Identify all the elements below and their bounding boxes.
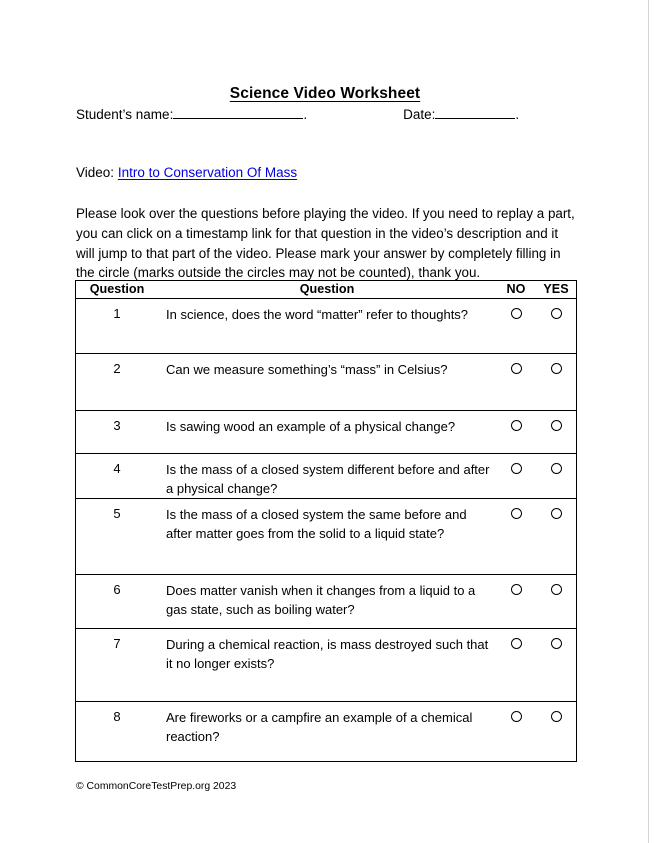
date-period: .	[515, 107, 520, 122]
yes-bubble[interactable]	[551, 711, 562, 722]
no-bubble[interactable]	[511, 638, 522, 649]
question-text-cell: Are fireworks or a campfire an example of a chemical reaction?	[158, 702, 496, 762]
table-row	[76, 702, 577, 762]
question-text-cell: Can we measure something’s “mass” in Celsius?	[158, 354, 496, 411]
page-gutter	[650, 0, 655, 843]
table-row	[76, 299, 577, 354]
answer-no-cell	[496, 354, 536, 411]
table-row	[76, 575, 577, 629]
yes-bubble[interactable]	[551, 508, 562, 519]
answer-yes-cell	[536, 499, 577, 575]
header-question-number: Question	[76, 281, 159, 299]
yes-bubble[interactable]	[551, 420, 562, 431]
yes-bubble[interactable]	[551, 363, 562, 374]
header-yes: YES	[536, 281, 577, 299]
question-text-cell: Is the mass of a closed system different before and after a physical change?	[158, 454, 496, 499]
answer-no-cell	[496, 299, 536, 354]
table-body	[76, 299, 577, 762]
student-name-label: Student’s name:	[76, 107, 174, 122]
video-link[interactable]: Intro to Conservation Of Mass	[117, 165, 298, 180]
answer-no-cell	[496, 499, 536, 575]
question-number-cell: 6	[76, 575, 159, 629]
video-line	[76, 164, 297, 182]
question-number-cell: 2	[76, 354, 159, 411]
date-label: Date:	[403, 107, 436, 122]
question-number-cell: 1	[76, 299, 159, 354]
instructions-paragraph: Please look over the questions before playing the video. If you need to replay a part, you can click on a timestamp link for that question in the video’s description and it will jump to that part of the video. Please mark your answer by completely filling in the circle (marks outside the circles may not be counted), thank you.	[76, 206, 575, 281]
table-row	[76, 629, 577, 702]
answer-no-cell	[496, 702, 536, 762]
table-row	[76, 411, 577, 454]
questions-table	[75, 280, 577, 762]
student-name-input[interactable]	[173, 118, 303, 119]
question-number-cell: 7	[76, 629, 159, 702]
table-header-row	[76, 281, 577, 299]
copyright-footer: © CommonCoreTestPrep.org 2023	[76, 781, 237, 792]
answer-no-cell	[496, 575, 536, 629]
answer-yes-cell	[536, 354, 577, 411]
question-number-cell: 4	[76, 454, 159, 499]
table-header	[76, 281, 577, 299]
answer-yes-cell	[536, 299, 577, 354]
yes-bubble[interactable]	[551, 463, 562, 474]
table-row	[76, 454, 577, 499]
answer-yes-cell	[536, 629, 577, 702]
answer-yes-cell	[536, 411, 577, 454]
no-bubble[interactable]	[511, 463, 522, 474]
page-title	[75, 84, 575, 104]
question-number-cell: 3	[76, 411, 159, 454]
answer-yes-cell	[536, 575, 577, 629]
yes-bubble[interactable]	[551, 638, 562, 649]
table-row	[76, 354, 577, 411]
question-text-cell: In science, does the word “matter” refer to thoughts?	[158, 299, 496, 354]
question-text-cell: Is the mass of a closed system the same before and after matter goes from the solid to a liquid state?	[158, 499, 496, 575]
yes-bubble[interactable]	[551, 584, 562, 595]
no-bubble[interactable]	[511, 420, 522, 431]
table-row	[76, 499, 577, 575]
yes-bubble[interactable]	[551, 308, 562, 319]
no-bubble[interactable]	[511, 508, 522, 519]
header-no: NO	[496, 281, 536, 299]
question-number-cell: 5	[76, 499, 159, 575]
answer-no-cell	[496, 454, 536, 499]
question-number-cell: 8	[76, 702, 159, 762]
no-bubble[interactable]	[511, 584, 522, 595]
answer-no-cell	[496, 629, 536, 702]
student-info-line	[76, 106, 576, 124]
student-name-period: .	[303, 107, 308, 122]
answer-no-cell	[496, 411, 536, 454]
date-input[interactable]	[435, 118, 515, 119]
answer-yes-cell	[536, 454, 577, 499]
header-question-text: Question	[158, 281, 496, 299]
question-text-cell: Is sawing wood an example of a physical change?	[158, 411, 496, 454]
no-bubble[interactable]	[511, 308, 522, 319]
page-title-text: Science Video Worksheet	[229, 85, 421, 103]
video-label: Video:	[76, 165, 115, 180]
question-text-cell: During a chemical reaction, is mass destroyed such that it no longer exists?	[158, 629, 496, 702]
no-bubble[interactable]	[511, 711, 522, 722]
no-bubble[interactable]	[511, 363, 522, 374]
question-text-cell: Does matter vanish when it changes from a liquid to a gas state, such as boiling water?	[158, 575, 496, 629]
answer-yes-cell	[536, 702, 577, 762]
